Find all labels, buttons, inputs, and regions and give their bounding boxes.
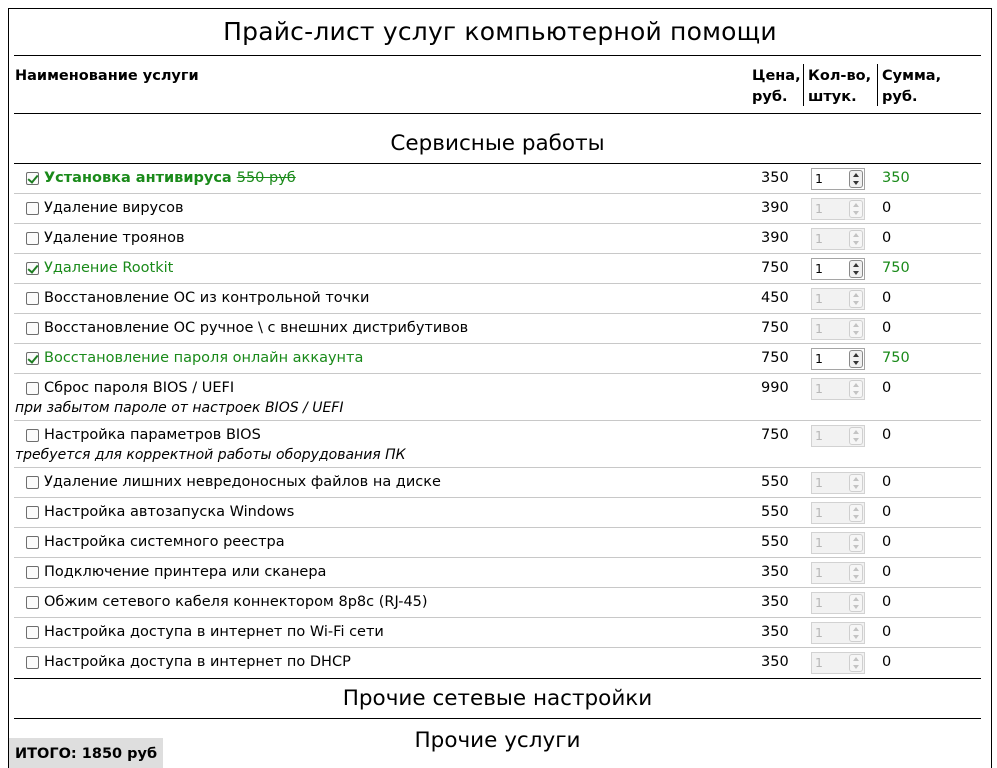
service-name-text: Настройка доступа в интернет по DHCP <box>44 654 351 670</box>
quantity-stepper <box>811 198 865 220</box>
service-name-text: Удаление Rootkit <box>44 260 174 276</box>
service-name-text: Удаление троянов <box>44 230 185 246</box>
quantity-value: 1 <box>815 535 823 550</box>
section-title-network[interactable]: Прочие сетевые настройки <box>342 686 653 711</box>
stepper-arrows-icon <box>849 654 863 672</box>
service-name-text: Восстановление пароля онлайн аккаунта <box>44 350 364 366</box>
service-checkbox[interactable] <box>26 352 39 365</box>
service-checkbox[interactable] <box>26 382 39 395</box>
service-name <box>44 318 468 338</box>
stepper-arrows-icon <box>849 200 863 218</box>
service-name-text: Восстановление ОС ручное \ с внешних дистрибутивов <box>44 320 469 336</box>
service-name-text: Настройка системного реестра <box>44 534 285 550</box>
service-price: 350 <box>761 564 789 580</box>
quantity-value: 1 <box>815 261 823 276</box>
quantity-value: 1 <box>815 321 823 336</box>
service-price: 750 <box>761 427 789 443</box>
service-checkbox[interactable] <box>26 566 39 579</box>
service-name-text: Обжим сетевого кабеля коннектором 8p8c (RJ-45) <box>44 594 428 610</box>
service-sum: 0 <box>882 427 892 443</box>
quantity-value: 1 <box>815 428 823 443</box>
service-row <box>14 558 981 588</box>
service-name <box>44 622 384 642</box>
service-checkbox[interactable] <box>26 429 39 442</box>
service-price: 350 <box>761 654 789 670</box>
service-price: 550 <box>761 504 789 520</box>
section-divider <box>14 678 981 679</box>
quantity-stepper <box>811 502 865 524</box>
service-price: 390 <box>761 200 789 216</box>
service-name-text: Сброс пароля BIOS / UEFI <box>44 380 235 396</box>
quantity-value: 1 <box>815 201 823 216</box>
service-price: 750 <box>761 350 789 366</box>
quantity-stepper[interactable] <box>811 258 865 280</box>
quantity-stepper[interactable] <box>811 168 865 190</box>
service-name-text: Настройка параметров BIOS <box>44 427 261 443</box>
stepper-arrows-icon[interactable] <box>849 260 863 278</box>
service-name <box>44 258 173 278</box>
service-sum: 0 <box>882 534 892 550</box>
quantity-value: 1 <box>815 655 823 670</box>
service-note: требуется для корректной работы оборудования ПК <box>15 447 406 463</box>
stepper-arrows-icon <box>849 320 863 338</box>
quantity-value: 1 <box>815 565 823 580</box>
stepper-arrows-icon <box>849 380 863 398</box>
service-name-text: Установка антивируса <box>44 170 232 186</box>
service-name-text: Удаление вирусов <box>44 200 184 216</box>
service-price: 550 <box>761 534 789 550</box>
service-row <box>14 254 981 284</box>
service-name <box>44 425 261 445</box>
quantity-stepper <box>811 622 865 644</box>
service-sum: 350 <box>882 170 910 186</box>
stepper-arrows-icon[interactable] <box>849 350 863 368</box>
service-note: при забытом пароле от настроек BIOS / UEFI <box>15 400 344 416</box>
service-sum: 0 <box>882 290 892 306</box>
service-name <box>44 378 234 398</box>
service-name <box>44 228 185 248</box>
service-name-text: Настройка автозапуска Windows <box>44 504 295 520</box>
service-name-text: Удаление лишних невредоносных файлов на диске <box>44 474 441 490</box>
quantity-value: 1 <box>815 231 823 246</box>
section-title-service: Сервисные работы <box>390 131 605 156</box>
service-name <box>44 592 428 612</box>
service-price: 750 <box>761 320 789 336</box>
quantity-stepper <box>811 562 865 584</box>
service-checkbox[interactable] <box>26 202 39 215</box>
stepper-arrows-icon <box>849 624 863 642</box>
section-divider <box>14 718 981 719</box>
stepper-arrows-icon <box>849 290 863 308</box>
quantity-stepper <box>811 378 865 400</box>
column-separator <box>877 64 878 106</box>
service-sum: 0 <box>882 200 892 216</box>
service-sum: 0 <box>882 474 892 490</box>
service-checkbox[interactable] <box>26 476 39 489</box>
section-title-other[interactable]: Прочие услуги <box>414 728 581 753</box>
stepper-arrows-icon <box>849 474 863 492</box>
service-name <box>44 348 363 368</box>
service-sum: 750 <box>882 260 910 276</box>
service-checkbox[interactable] <box>26 262 39 275</box>
quantity-stepper <box>811 592 865 614</box>
service-name <box>44 532 285 552</box>
service-checkbox[interactable] <box>26 506 39 519</box>
service-sum: 0 <box>882 624 892 640</box>
service-sum: 0 <box>882 380 892 396</box>
service-row <box>14 528 981 558</box>
service-checkbox[interactable] <box>26 596 39 609</box>
service-checkbox[interactable] <box>26 656 39 669</box>
service-row <box>14 588 981 618</box>
quantity-value: 1 <box>815 505 823 520</box>
service-row <box>14 648 981 678</box>
service-name <box>44 562 326 582</box>
service-row <box>14 194 981 224</box>
stepper-arrows-icon <box>849 594 863 612</box>
service-sum: 0 <box>882 564 892 580</box>
stepper-arrows-icon <box>849 564 863 582</box>
quantity-stepper[interactable] <box>811 348 865 370</box>
service-checkbox[interactable] <box>26 232 39 245</box>
service-sum: 0 <box>882 654 892 670</box>
stepper-arrows-icon <box>849 534 863 552</box>
service-checkbox[interactable] <box>26 322 39 335</box>
service-price: 350 <box>761 594 789 610</box>
quantity-stepper <box>811 532 865 554</box>
quantity-stepper <box>811 228 865 250</box>
service-name <box>44 472 441 492</box>
service-price: 990 <box>761 380 789 396</box>
quantity-value: 1 <box>815 625 823 640</box>
service-price: 390 <box>761 230 789 246</box>
service-sum: 0 <box>882 594 892 610</box>
header-divider <box>14 113 981 114</box>
service-row <box>14 618 981 648</box>
service-name <box>44 652 351 672</box>
page-title: Прайс-лист услуг компьютерной помощи <box>223 17 777 46</box>
service-sum: 0 <box>882 230 892 246</box>
service-sum: 750 <box>882 350 910 366</box>
column-header-price: Цена, руб. <box>752 68 801 105</box>
service-row <box>14 164 981 194</box>
quantity-stepper <box>811 472 865 494</box>
service-price: 550 <box>761 474 789 490</box>
column-header-qty: Кол-во, штук. <box>808 68 872 105</box>
column-header-sum: Сумма, руб. <box>882 68 942 105</box>
column-separator <box>803 64 804 106</box>
service-name-text: Подключение принтера или сканера <box>44 564 327 580</box>
stepper-arrows-icon[interactable] <box>849 170 863 188</box>
quantity-value: 1 <box>815 171 823 186</box>
old-price: 550 руб <box>236 170 296 186</box>
stepper-arrows-icon <box>849 504 863 522</box>
service-price: 450 <box>761 290 789 306</box>
quantity-value: 1 <box>815 381 823 396</box>
service-name <box>44 502 294 522</box>
service-name-text: Настройка доступа в интернет по Wi-Fi сети <box>44 624 384 640</box>
service-name-text: Восстановление ОС из контрольной точки <box>44 290 370 306</box>
service-row <box>14 468 981 498</box>
quantity-value: 1 <box>815 291 823 306</box>
quantity-value: 1 <box>815 475 823 490</box>
service-row <box>14 314 981 344</box>
service-row <box>14 421 981 468</box>
service-name <box>44 288 369 308</box>
quantity-value: 1 <box>815 351 823 366</box>
quantity-value: 1 <box>815 595 823 610</box>
column-header-name: Наименование услуги <box>15 68 199 84</box>
service-checkbox[interactable] <box>26 626 39 639</box>
service-sum: 0 <box>882 504 892 520</box>
service-row <box>14 344 981 374</box>
service-row <box>14 284 981 314</box>
service-row <box>14 224 981 254</box>
service-checkbox[interactable] <box>26 292 39 305</box>
service-row <box>14 374 981 421</box>
stepper-arrows-icon <box>849 230 863 248</box>
service-checkbox[interactable] <box>26 536 39 549</box>
total-badge: ИТОГО: 1850 руб <box>9 738 163 768</box>
service-name <box>44 198 184 218</box>
service-sum: 0 <box>882 320 892 336</box>
service-price: 750 <box>761 260 789 276</box>
quantity-stepper <box>811 318 865 340</box>
service-row <box>14 498 981 528</box>
service-name <box>44 168 296 188</box>
title-divider <box>14 55 981 56</box>
service-price: 350 <box>761 170 789 186</box>
service-price: 350 <box>761 624 789 640</box>
service-checkbox[interactable] <box>26 172 39 185</box>
quantity-stepper <box>811 425 865 447</box>
quantity-stepper <box>811 652 865 674</box>
stepper-arrows-icon <box>849 427 863 445</box>
quantity-stepper <box>811 288 865 310</box>
